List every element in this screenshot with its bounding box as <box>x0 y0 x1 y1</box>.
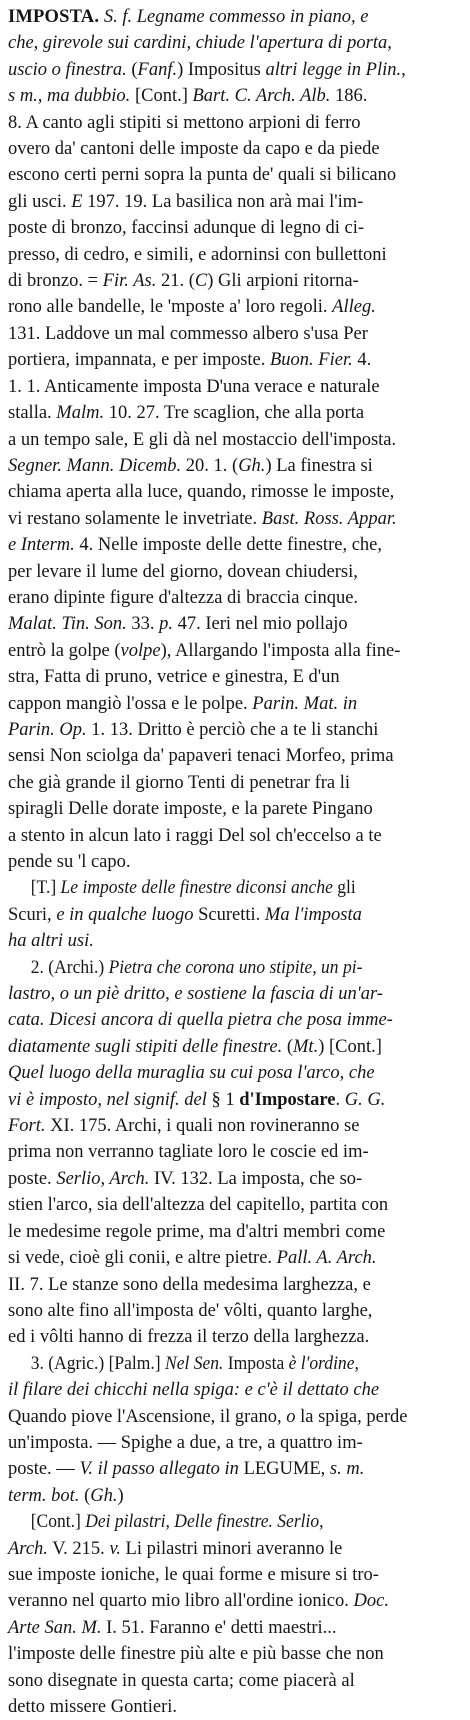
entry-text-run: poste. — <box>8 1459 80 1480</box>
entry-line <box>8 585 464 611</box>
entry-text-run: Bast. Ross. Appar. <box>261 508 397 529</box>
entry-text-run: il filare dei chicchi nella spiga: e c'è il dettato che <box>8 1380 380 1401</box>
entry-text-run: cata. Dicesi ancora di quella pietra che posa imme- <box>8 1010 393 1031</box>
entry-line <box>8 849 464 875</box>
entry-line <box>8 506 464 532</box>
entry-text-run: Pall. A. Arch. <box>276 1248 377 1269</box>
entry-line <box>8 321 464 347</box>
entry-line <box>8 1430 464 1456</box>
entry-line <box>8 691 464 717</box>
entry-line <box>8 823 464 849</box>
entry-text-run: è l'ordine, <box>288 1353 359 1374</box>
entry-text-run: II. 7. Le stanze sono della medesima larghezza, e <box>8 1274 371 1295</box>
entry-text-run: Dei pilastri, Delle finestre. Serlio, <box>85 1512 324 1533</box>
entry-text-run: 21. ( <box>156 271 195 292</box>
entry-line <box>8 1377 464 1403</box>
entry-text-run: entrò la golpe ( <box>8 640 121 661</box>
entry-text-run: Arch. <box>8 1538 48 1559</box>
entry-line <box>8 928 464 954</box>
entry-text-run: o <box>286 1406 296 1427</box>
entry-text-run: veranno nel quarto mio libro all'ordine ionico. <box>8 1591 354 1612</box>
entry-line <box>8 1668 464 1694</box>
entry-text-run: LEGUME <box>238 1459 321 1480</box>
entry-text-run: per levare il lume del giorno, dovean chiudersi, <box>8 561 358 582</box>
entry-line <box>8 30 464 56</box>
entry-text-run: Fanf. <box>137 59 178 80</box>
entry-text-run: s m., ma dubbio. <box>8 86 131 107</box>
entry-text-run: S. f. Legname commesso in piano, e <box>99 7 369 27</box>
entry-text-run: Quando piove l'Ascensione, il grano, <box>8 1406 287 1427</box>
entry-line <box>8 770 464 796</box>
entry-line <box>8 347 464 373</box>
entry-text-run: Gh. <box>90 1485 118 1506</box>
entry-line <box>8 1456 464 1482</box>
entry-text-run: Parin. Op. <box>8 719 87 740</box>
entry-text-run: Nel Sen. <box>165 1353 224 1374</box>
entry-line <box>8 1536 464 1562</box>
entry-text-run: che, girevole sui cardini, chiude l'apertura di porta, <box>8 33 392 54</box>
entry-text-run: la spiga, perde <box>295 1406 408 1427</box>
entry-text-run: Alleg. <box>332 297 376 318</box>
entry-text-run: che già grande il giorno Tenti di penetrar fra li <box>8 772 351 793</box>
entry-line <box>8 1087 464 1113</box>
entry-text-run: ( <box>282 1036 294 1057</box>
entry-line <box>8 611 464 637</box>
entry-line <box>8 1588 464 1614</box>
entry-text-run: ( <box>126 59 138 80</box>
entry-text-run: IV. 132. La imposta, che so- <box>149 1168 363 1189</box>
entry-text-run: stien l'arco, sia dell'altezza del capitello, partita con <box>8 1195 389 1216</box>
entry-text-run: escono certi perni sopra la punta de' quali si bilicano <box>8 165 397 186</box>
entry-text-run: ) [Cont.] <box>318 1036 382 1057</box>
entry-text-run: a stento in alcun lato i raggi Del sol ch'eccelso a te <box>8 825 382 846</box>
entry-text-run: erano dipinte figure d'altezza di braccia cinque. <box>8 587 359 608</box>
entry-text-run: 33. <box>126 614 160 635</box>
dictionary-entry-imposta <box>8 4 464 1720</box>
entry-text-run: [Cont.] <box>130 86 193 107</box>
entry-text-run: Li pilastri minori averanno le <box>120 1538 343 1559</box>
entry-text-run: rono alle bandelle, le 'mposte a' loro regoli. <box>8 297 333 318</box>
entry-text-run: Ma l'imposta <box>264 904 362 925</box>
entry-text-run: . <box>335 1089 345 1110</box>
entry-line <box>8 242 464 268</box>
entry-text-run: le medesime regole prime, ma d'altri membri come <box>8 1221 386 1242</box>
entry-text-run: Bart. C. Arch. Alb. <box>192 86 331 107</box>
entry-text-run: a un tempo sale, E gli dà nel mostaccio dell'imposta. <box>8 429 397 450</box>
entry-text-run: vi è imposto, nel signif. del <box>8 1089 207 1110</box>
entry-line <box>8 453 464 479</box>
entry-line <box>8 1641 464 1667</box>
entry-text-run: ) <box>117 1485 124 1506</box>
entry-text-run: altri legge in Plin., <box>265 59 406 80</box>
entry-line <box>8 559 464 585</box>
entry-line <box>8 1509 440 1535</box>
entry-text-run: Le imposte delle finestre diconsi anche <box>60 878 333 899</box>
entry-text-run: e in qualche luogo <box>56 904 194 925</box>
entry-text-run: stra, Fatta di pruno, vetrice e ginestra, E d'un <box>8 667 340 688</box>
entry-line <box>8 479 464 505</box>
entry-text-run: 4. Nelle imposte delle dette finestre, che, <box>74 535 382 556</box>
entry-line <box>8 1351 440 1377</box>
entry-line <box>8 294 464 320</box>
entry-line <box>8 400 464 426</box>
entry-text-run: l'imposte delle finestre più alte e più basse che non <box>8 1644 384 1665</box>
entry-text-run: p. <box>159 614 173 635</box>
entry-text-run: Malm. <box>56 403 105 424</box>
entry-text-run: Imposta <box>223 1353 289 1374</box>
entry-line <box>8 427 464 453</box>
entry-line <box>8 1272 464 1298</box>
entry-text-run: sono alte fino all'imposta de' vôlti, quanto larghe, <box>8 1300 373 1321</box>
entry-text-run: sensi Non sciolga da' papaveri tenaci Morfeo, prima <box>8 746 394 767</box>
entry-text-run: 10. 27. Tre scaglion, che alla porta <box>104 403 365 424</box>
entry-text-run: 8. A canto agli stipiti si mettono arpioni di ferro <box>8 112 361 133</box>
entry-text-run: cappon mangiò l'ossa e le polpe. <box>8 693 253 714</box>
entry-text-run: Pietra che corona uno stipite, un pi- <box>108 957 363 978</box>
entry-text-run: overo da' cantoni delle imposte da capo e da piede <box>8 139 380 160</box>
entry-text-run: Parin. Mat. in <box>252 693 358 714</box>
entry-text-run: e Interm. <box>8 535 75 556</box>
entry-text-run: 3. (Agric.) [Palm.] <box>30 1353 166 1374</box>
entry-text-run: lastro, o un piè dritto, e sostiene la fascia di un'ar- <box>8 984 383 1005</box>
entry-line <box>8 1139 464 1165</box>
entry-text-run: 47. Ieri nel mio pollajo <box>172 614 348 635</box>
entry-text-run: 4. <box>352 350 372 371</box>
entry-text-run: ), Allargando l'imposta alla fine- <box>160 640 401 661</box>
entry-line <box>8 796 464 822</box>
entry-text-run: s. m. <box>329 1459 365 1480</box>
entry-text-run: Serlio, Arch. <box>56 1168 150 1189</box>
entry-text-run: vi restano solamente le invetriate. <box>8 508 262 529</box>
entry-text-run: Gh. <box>238 455 266 476</box>
entry-line <box>8 1113 464 1139</box>
entry-text-run: Malat. Tin. Son. <box>8 614 127 635</box>
entry-line <box>8 268 464 294</box>
entry-text-run: 1. 13. Dritto è perciò che a te li stanchi <box>86 719 379 740</box>
entry-text-run: Fir. As. <box>102 271 157 292</box>
entry-line <box>8 743 464 769</box>
entry-line <box>8 1219 464 1245</box>
entry-line <box>8 1483 464 1509</box>
entry-text-run: Doc. <box>353 1591 389 1612</box>
entry-text-run: Scuretti. <box>193 904 265 925</box>
entry-text-run: , <box>320 1459 330 1480</box>
entry-line <box>8 136 464 162</box>
entry-text-run: spiragli Delle dorate imposte, e la parete Pingano <box>8 799 373 820</box>
entry-line <box>8 1245 464 1271</box>
entry-line <box>8 955 440 981</box>
entry-text-run: stalla. <box>8 403 57 424</box>
entry-line <box>8 110 464 136</box>
entry-text-run: poste di bronzo, faccinsi adunque di legno di ci- <box>8 218 365 239</box>
entry-text-run: volpe <box>120 640 161 661</box>
entry-text-run: diatamente sugli stipiti delle finestre. <box>8 1036 283 1057</box>
entry-text-run: sono disegnate in questa carta; come piacerà al <box>8 1670 355 1691</box>
entry-text-run: V. il passo allegato in <box>79 1459 239 1480</box>
entry-line <box>8 664 464 690</box>
entry-line <box>8 83 464 109</box>
entry-text-run: Scuri, <box>8 904 57 925</box>
entry-line <box>8 1192 464 1218</box>
entry-line <box>8 57 464 83</box>
entry-line <box>8 902 464 928</box>
entry-text-run: gli <box>332 878 356 899</box>
entry-line <box>8 1404 464 1430</box>
entry-text-run: 186. <box>330 86 368 107</box>
entry-text-run: un'imposta. — Spighe a due, a tre, a quattro im- <box>8 1432 363 1453</box>
entry-line <box>8 1562 464 1588</box>
entry-text-run: Arte San. M. <box>8 1617 102 1638</box>
entry-text-run: ( <box>79 1485 91 1506</box>
entry-text-run: ) La finestra si <box>265 455 373 476</box>
entry-text-run: 1. 1. Anticamente imposta D'una verace e naturale <box>8 376 380 397</box>
entry-line <box>8 1615 464 1641</box>
entry-text-run: chiama aperta alla luce, quando, rimosse le imposte, <box>8 482 395 503</box>
entry-text-run: ed i vôlti hanno di frezza il terzo della larghezza. <box>8 1327 370 1348</box>
entry-text-run: 20. 1. ( <box>181 455 239 476</box>
entry-text-run: Fort. <box>8 1116 46 1137</box>
entry-text-run: C <box>194 271 208 292</box>
entry-line <box>8 4 464 30</box>
entry-text-run: XI. 175. Archi, i quali non rovineranno se <box>45 1116 360 1137</box>
entry-text-run: § 1 <box>206 1089 240 1110</box>
entry-text-run: ) Impositus <box>177 59 266 80</box>
entry-text-run: 131. Laddove un mal commesso albero s'usa Per <box>8 323 368 344</box>
entry-text-run: [T.] <box>30 878 61 899</box>
entry-text-run: Buon. Fier. <box>270 350 353 371</box>
entry-text-run: Quel luogo della muraglia su cui posa l'arco, che <box>8 1063 375 1084</box>
entry-line <box>8 1166 464 1192</box>
entry-text-run: gli usci. <box>8 191 72 212</box>
entry-line <box>8 162 464 188</box>
entry-line <box>8 1034 464 1060</box>
entry-text-run: I. 51. Faranno e' detti maestri... <box>101 1617 337 1638</box>
entry-line <box>8 1298 464 1324</box>
entry-line <box>8 215 464 241</box>
entry-text-run: d'Impostare <box>239 1089 336 1110</box>
entry-line <box>8 532 464 558</box>
entry-line <box>8 1694 464 1720</box>
entry-text-run: 2. (Archi.) <box>30 957 109 978</box>
entry-line <box>8 374 464 400</box>
entry-text-run: Mt. <box>293 1036 319 1057</box>
entry-text-run: detto missere Gontieri. <box>8 1697 178 1717</box>
entry-text-run: v. <box>109 1538 121 1559</box>
entry-line <box>8 1324 464 1350</box>
entry-text-run: Segner. Mann. Dicemb. <box>8 455 182 476</box>
entry-text-run: ) Gli arpioni ritorna- <box>207 271 359 292</box>
entry-line <box>8 638 464 664</box>
entry-text-run: ha altri usi. <box>8 931 94 952</box>
entry-text-run: uscio o finestra. <box>8 59 127 80</box>
entry-text-run: portiera, impannata, e per imposte. <box>8 350 270 371</box>
entry-text-run: [Cont.] <box>30 1512 86 1533</box>
entry-text-run: poste. <box>8 1168 57 1189</box>
entry-line <box>8 1060 464 1086</box>
entry-text-run: 197. 19. La basilica non arà mai l'im- <box>82 191 364 212</box>
entry-line <box>8 717 464 743</box>
entry-text-run: term. bot. <box>8 1485 80 1506</box>
entry-text-run: prima non verranno tagliate loro le coscie ed im- <box>8 1142 369 1163</box>
entry-text-run: pende su 'l capo. <box>8 852 131 872</box>
entry-text-run: presso, di cedro, e simili, e adorninsi con bullettoni <box>8 244 387 265</box>
entry-line <box>8 189 464 215</box>
entry-line <box>8 875 440 901</box>
entry-line <box>8 981 464 1007</box>
headword: IMPOSTA. <box>8 7 100 27</box>
entry-text-run: G. G. <box>344 1089 386 1110</box>
entry-line <box>8 1007 464 1033</box>
entry-text-run: E <box>71 191 83 212</box>
entry-text-run: di bronzo. = <box>8 271 103 292</box>
entry-text-run: sue imposte ioniche, le quai forme e misure si tro- <box>8 1564 379 1585</box>
entry-text-run: V. 215. <box>47 1538 110 1559</box>
entry-text-run: si vede, cioè gli conii, e altre pietre. <box>8 1248 277 1269</box>
